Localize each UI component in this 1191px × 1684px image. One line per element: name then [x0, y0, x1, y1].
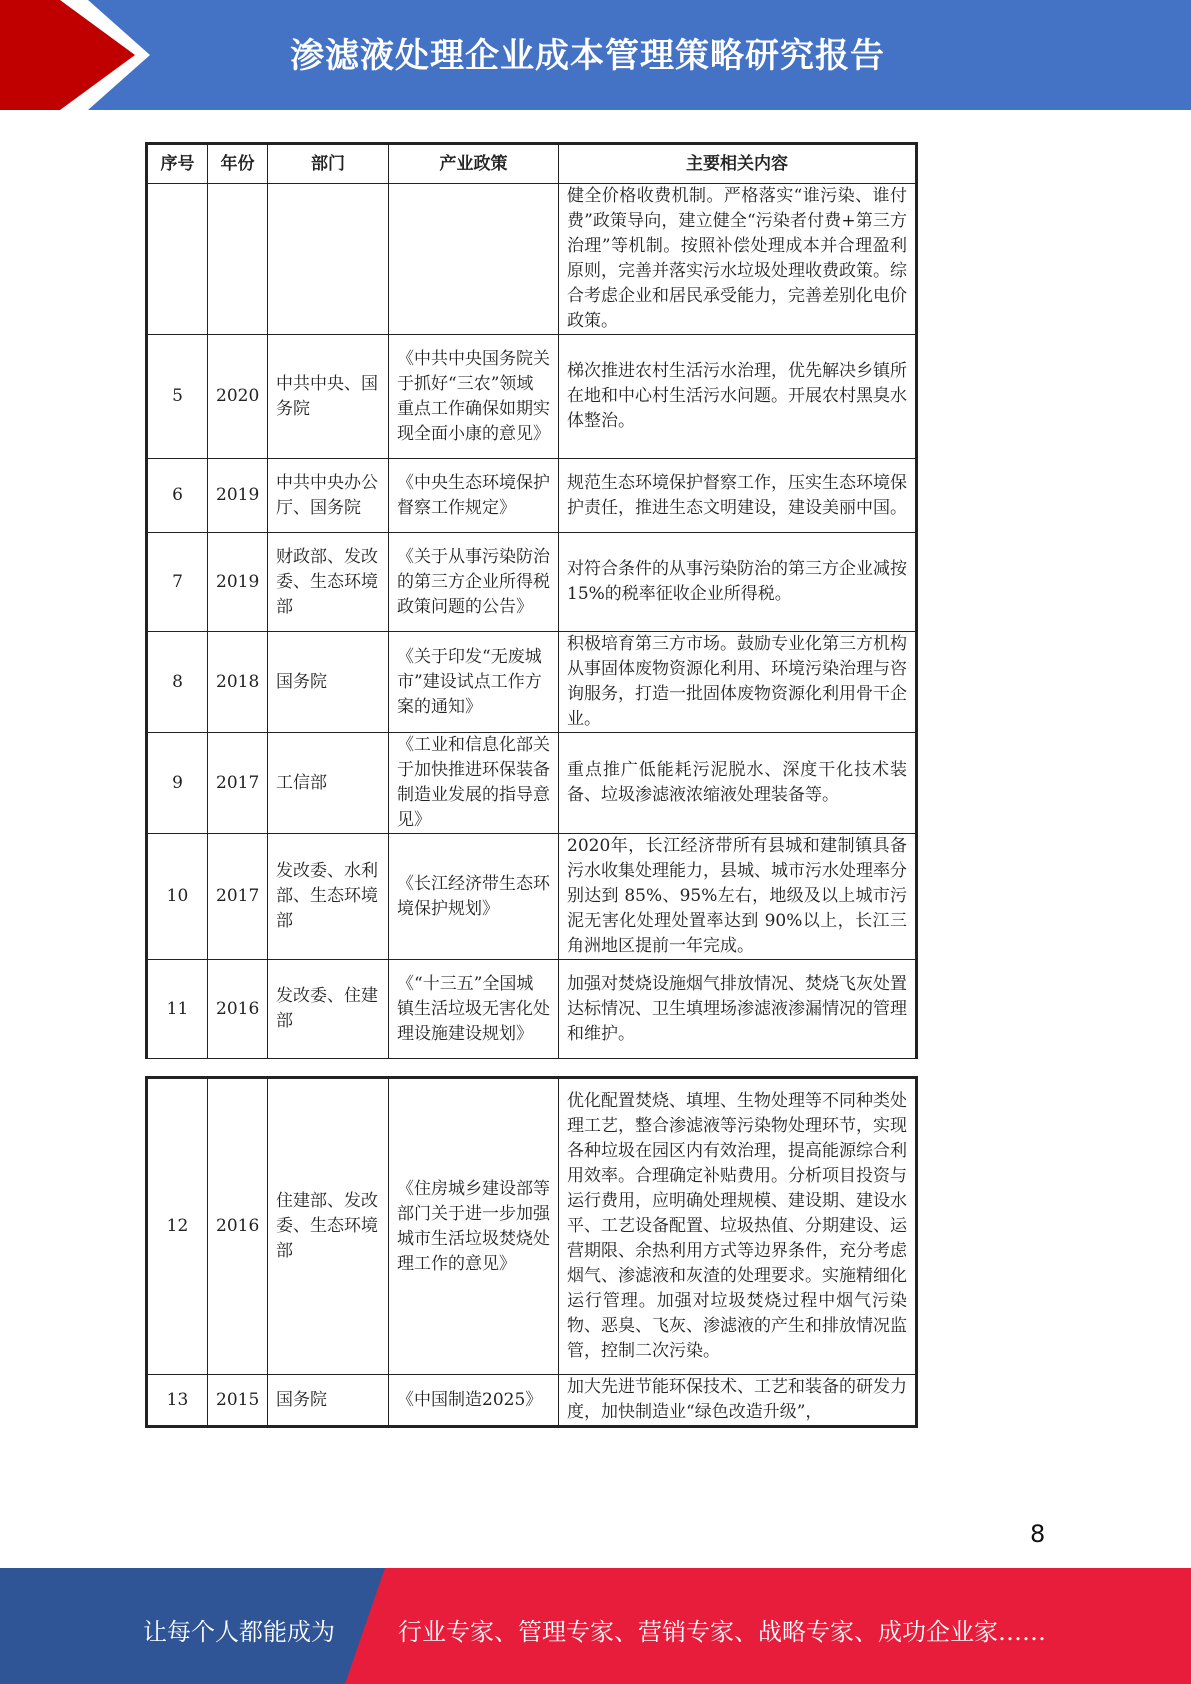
row-year: 2019 [208, 459, 268, 533]
row-dept: 中共中央办公厅、国务院 [268, 459, 389, 533]
col-header-no: 序号 [147, 144, 208, 184]
row-year: 2019 [208, 533, 268, 632]
row-policy: 《长江经济带生态环境保护规划》 [389, 834, 559, 960]
page-footer [0, 1568, 1191, 1684]
policy-table-part2 [145, 1076, 918, 1428]
table-row [147, 459, 917, 533]
footer-slogan-right: 行业专家、管理专家、营销专家、战略专家、成功企业家…… [398, 1618, 1046, 1646]
row-no [147, 184, 208, 335]
row-content: 加强对焚烧设施烟气排放情况、焚烧飞灰处置达标情况、卫生填埋场渗滤液渗漏情况的管理和维护。 [559, 960, 917, 1059]
table-row [147, 184, 917, 335]
row-content: 健全价格收费机制。严格落实“谁污染、谁付费”政策导向，建立健全“污染者付费+第三方治理”等机制。按照补偿处理成本并合理盈利原则，完善并落实污水垃圾处理收费政策。综合考虑企业和居民承受能力，完善差别化电价政策。 [559, 184, 917, 335]
row-policy [389, 184, 559, 335]
table-row [147, 1078, 917, 1375]
row-policy: 《“十三五”全国城镇生活垃圾无害化处理设施建设规划》 [389, 960, 559, 1059]
policy-table-part1 [145, 142, 918, 1059]
row-policy: 《中央生态环境保护督察工作规定》 [389, 459, 559, 533]
row-dept: 发改委、水利部、生态环境部 [268, 834, 389, 960]
table-row [147, 960, 917, 1059]
table-row [147, 834, 917, 960]
page-header [0, 0, 1191, 110]
page-number: 8 [1030, 1520, 1046, 1548]
row-content: 梯次推进农村生活污水治理，优先解决乡镇所在地和中心村生活污水问题。开展农村黑臭水体整治。 [559, 335, 917, 459]
row-no: 5 [147, 335, 208, 459]
table-row [147, 533, 917, 632]
row-year: 2015 [208, 1375, 268, 1427]
row-dept: 工信部 [268, 733, 389, 834]
row-no: 11 [147, 960, 208, 1059]
row-year: 2016 [208, 1078, 268, 1375]
row-policy: 《住房城乡建设部等部门关于进一步加强城市生活垃圾焚烧处理工作的意见》 [389, 1078, 559, 1375]
row-dept: 国务院 [268, 1375, 389, 1427]
row-content: 重点推广低能耗污泥脱水、深度干化技术装备、垃圾渗滤液浓缩液处理装备等。 [559, 733, 917, 834]
row-policy: 《关于印发“无废城市”建设试点工作方案的通知》 [389, 632, 559, 733]
table-row [147, 632, 917, 733]
report-title: 渗滤液处理企业成本管理策略研究报告 [290, 36, 885, 76]
col-header-year: 年份 [208, 144, 268, 184]
table-row [147, 335, 917, 459]
row-dept: 国务院 [268, 632, 389, 733]
row-content: 规范生态环境保护督察工作，压实生态环境保护责任，推进生态文明建设，建设美丽中国。 [559, 459, 917, 533]
row-no: 9 [147, 733, 208, 834]
row-no: 8 [147, 632, 208, 733]
row-content: 积极培育第三方市场。鼓励专业化第三方机构从事固体废物资源化利用、环境污染治理与咨询服务，打造一批固体废物资源化利用骨干企业。 [559, 632, 917, 733]
row-content: 对符合条件的从事污染防治的第三方企业减按 15%的税率征收企业所得税。 [559, 533, 917, 632]
footer-slogan-left: 让每个人都能成为 [143, 1618, 335, 1646]
row-content: 2020年，长江经济带所有县城和建制镇具备污水收集处理能力，县城、城市污水处理率分别达到 85%、95%左右，地级及以上城市污泥无害化处理处置率达到 90%以上，长江三角洲地区提前一年完成。 [559, 834, 917, 960]
col-header-content: 主要相关内容 [559, 144, 917, 184]
row-dept: 中共中央、国务院 [268, 335, 389, 459]
row-year: 2017 [208, 733, 268, 834]
row-content: 加大先进节能环保技术、工艺和装备的研发力度，加快制造业“绿色改造升级”， [559, 1375, 917, 1427]
row-no: 13 [147, 1375, 208, 1427]
table-header-row [147, 144, 917, 184]
row-no: 12 [147, 1078, 208, 1375]
row-policy: 《工业和信息化部关于加快推进环保装备制造业发展的指导意见》 [389, 733, 559, 834]
col-header-dept: 部门 [268, 144, 389, 184]
row-dept: 财政部、发改委、生态环境部 [268, 533, 389, 632]
row-policy: 《中国制造2025》 [389, 1375, 559, 1427]
row-content: 优化配置焚烧、填埋、生物处理等不同种类处理工艺，整合渗滤液等污染物处理环节，实现各种垃圾在园区内有效治理，提高能源综合利用效率。合理确定补贴费用。分析项目投资与运行费用，应明确处理规模、建设期、建设水平、工艺设备配置、垃圾热值、分期建设、运营期限、余热利用方式等边界条件，充分考虑烟气、渗滤液和灰渣的处理要求。实施精细化运行管理。加强对垃圾焚烧过程中烟气污染物、恶臭、飞灰、渗滤液的产生和排放情况监管，控制二次污染。 [559, 1078, 917, 1375]
row-year [208, 184, 268, 335]
row-year: 2017 [208, 834, 268, 960]
row-year: 2016 [208, 960, 268, 1059]
row-dept: 住建部、发改委、生态环境部 [268, 1078, 389, 1375]
col-header-policy: 产业政策 [389, 144, 559, 184]
row-no: 7 [147, 533, 208, 632]
row-no: 6 [147, 459, 208, 533]
row-year: 2018 [208, 632, 268, 733]
row-dept [268, 184, 389, 335]
table-row [147, 733, 917, 834]
header-arrow [0, 0, 140, 110]
row-policy: 《关于从事污染防治的第三方企业所得税政策问题的公告》 [389, 533, 559, 632]
table-row [147, 1375, 917, 1427]
row-dept: 发改委、住建部 [268, 960, 389, 1059]
row-policy: 《中共中央国务院关于抓好“三农”领域重点工作确保如期实现全面小康的意见》 [389, 335, 559, 459]
row-year: 2020 [208, 335, 268, 459]
row-no: 10 [147, 834, 208, 960]
